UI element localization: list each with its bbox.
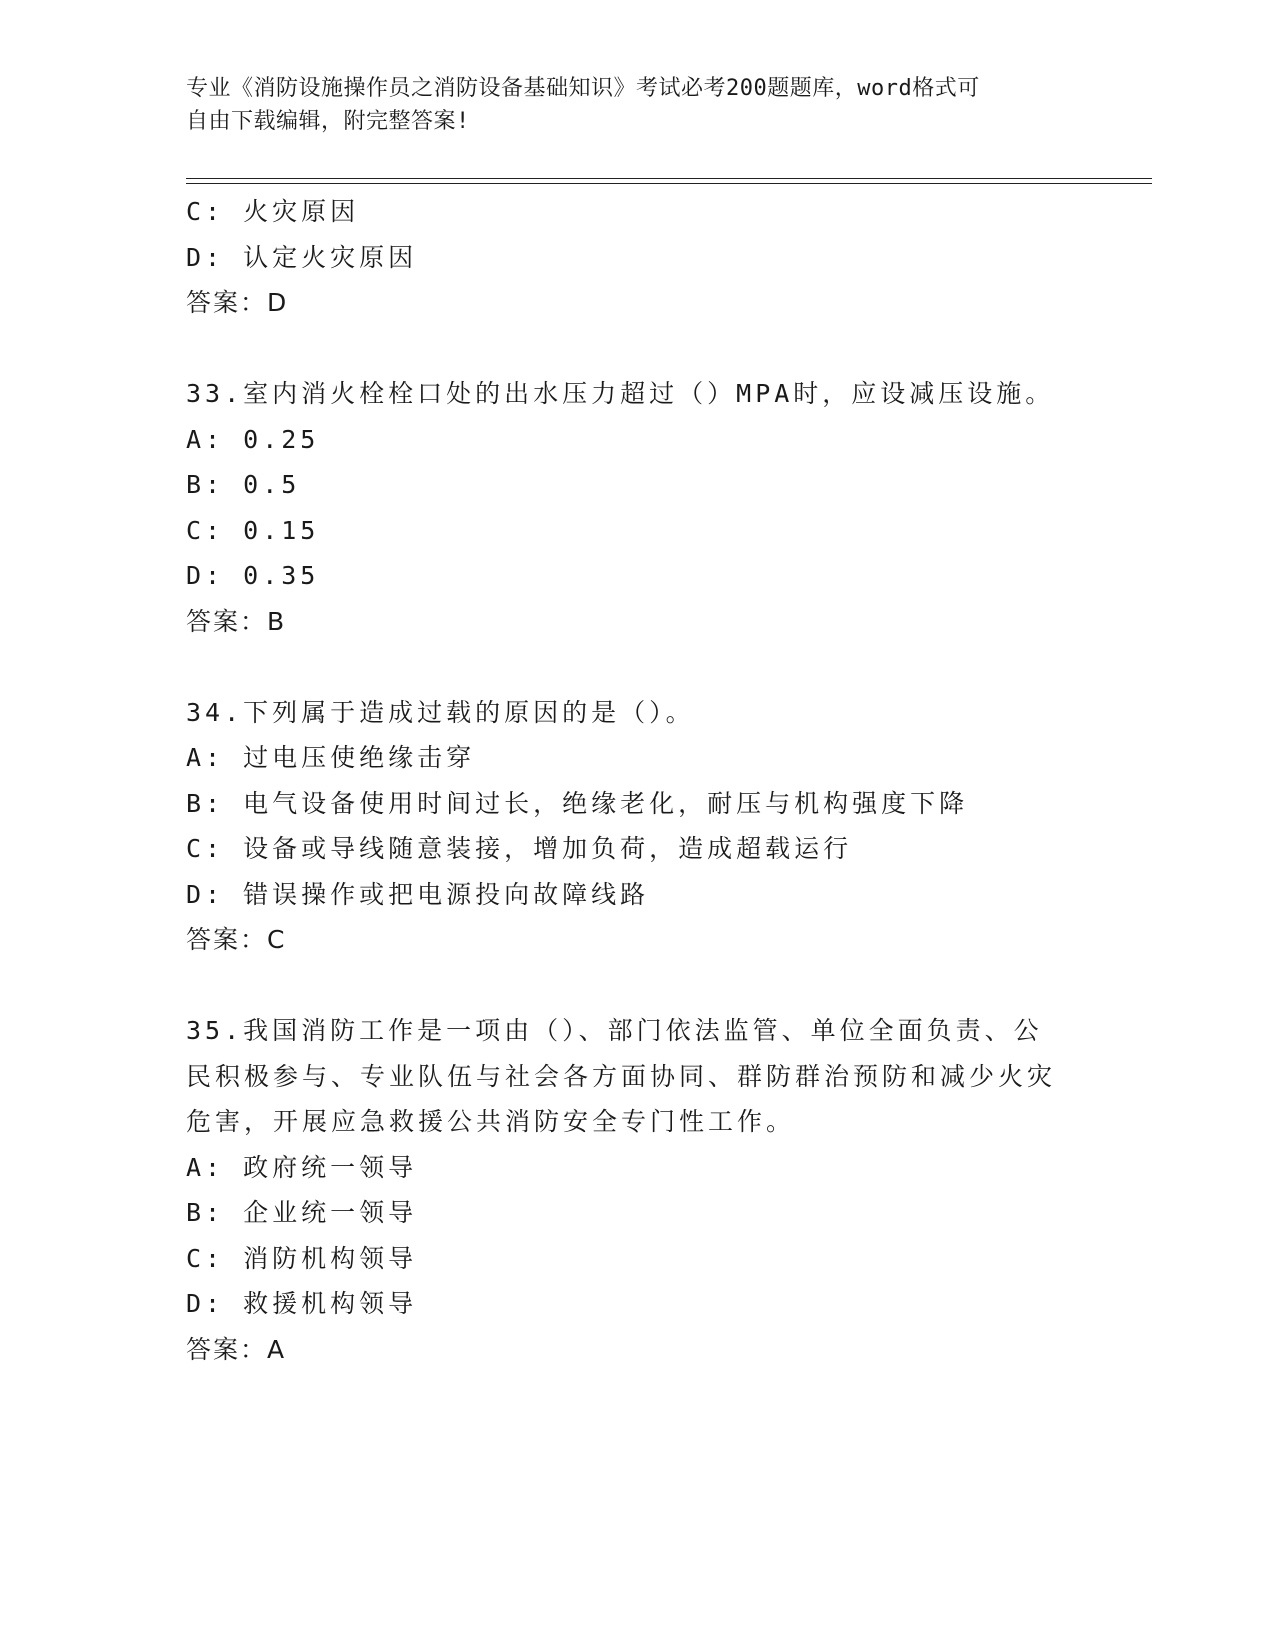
- document-header: [186, 72, 1066, 138]
- option-b: B: 企业统一领导: [186, 1198, 418, 1227]
- option-c: C: 火灾原因: [186, 197, 360, 226]
- option-a: A: 过电压使绝缘击穿: [186, 743, 476, 772]
- answer-line: 答案：C: [186, 925, 287, 954]
- question-35: [186, 1008, 1086, 1372]
- question-34: [186, 690, 1086, 963]
- question-text: 35.我国消防工作是一项由（）、部门依法监管、单位全面负责、公民积极参与、专业队伍与社会各方面协同、群防群治预防和减少火灾危害，开展应急救援公共消防安全专门性工作。: [186, 1016, 1057, 1136]
- option-d: D: 0.35: [186, 561, 320, 590]
- question-text: 34.下列属于造成过载的原因的是（）。: [186, 697, 695, 727]
- option-d: D: 错误操作或把电源投向故障线路: [186, 879, 650, 909]
- header-divider-top: [186, 178, 1152, 179]
- option-a: A: 0.25: [186, 424, 320, 454]
- header-line-1: 专业《消防设施操作员之消防设备基础知识》考试必考200题题库，word格式可: [186, 76, 980, 101]
- option-b: B: 0.5: [186, 470, 301, 499]
- answer-line: 答案：D: [186, 288, 289, 317]
- option-d: D: 认定火灾原因: [186, 242, 418, 272]
- option-c: C: 消防机构领导: [186, 1243, 418, 1273]
- option-d: D: 救援机构领导: [186, 1289, 418, 1318]
- question-32-tail: [186, 189, 1086, 326]
- option-a: A: 政府统一领导: [186, 1152, 418, 1182]
- option-c: C: 0.15: [186, 515, 320, 545]
- option-b: B: 电气设备使用时间过长，绝缘老化，耐压与机构强度下降: [186, 788, 969, 818]
- spacer: [186, 326, 1086, 372]
- question-33: [186, 371, 1086, 644]
- spacer: [186, 963, 1086, 1009]
- option-c: C: 设备或导线随意装接，增加负荷，造成超载运行: [186, 834, 853, 863]
- header-line-2: 自由下载编辑，附完整答案!: [186, 109, 470, 134]
- answer-line: 答案：B: [186, 606, 287, 636]
- answer-line: 答案：A: [186, 1334, 287, 1364]
- question-text: 33.室内消火栓栓口处的出水压力超过（）MPA时，应设减压设施。: [186, 379, 1055, 408]
- question-list: [186, 189, 1086, 1372]
- spacer: [186, 644, 1086, 690]
- header-divider-bottom: [186, 183, 1152, 184]
